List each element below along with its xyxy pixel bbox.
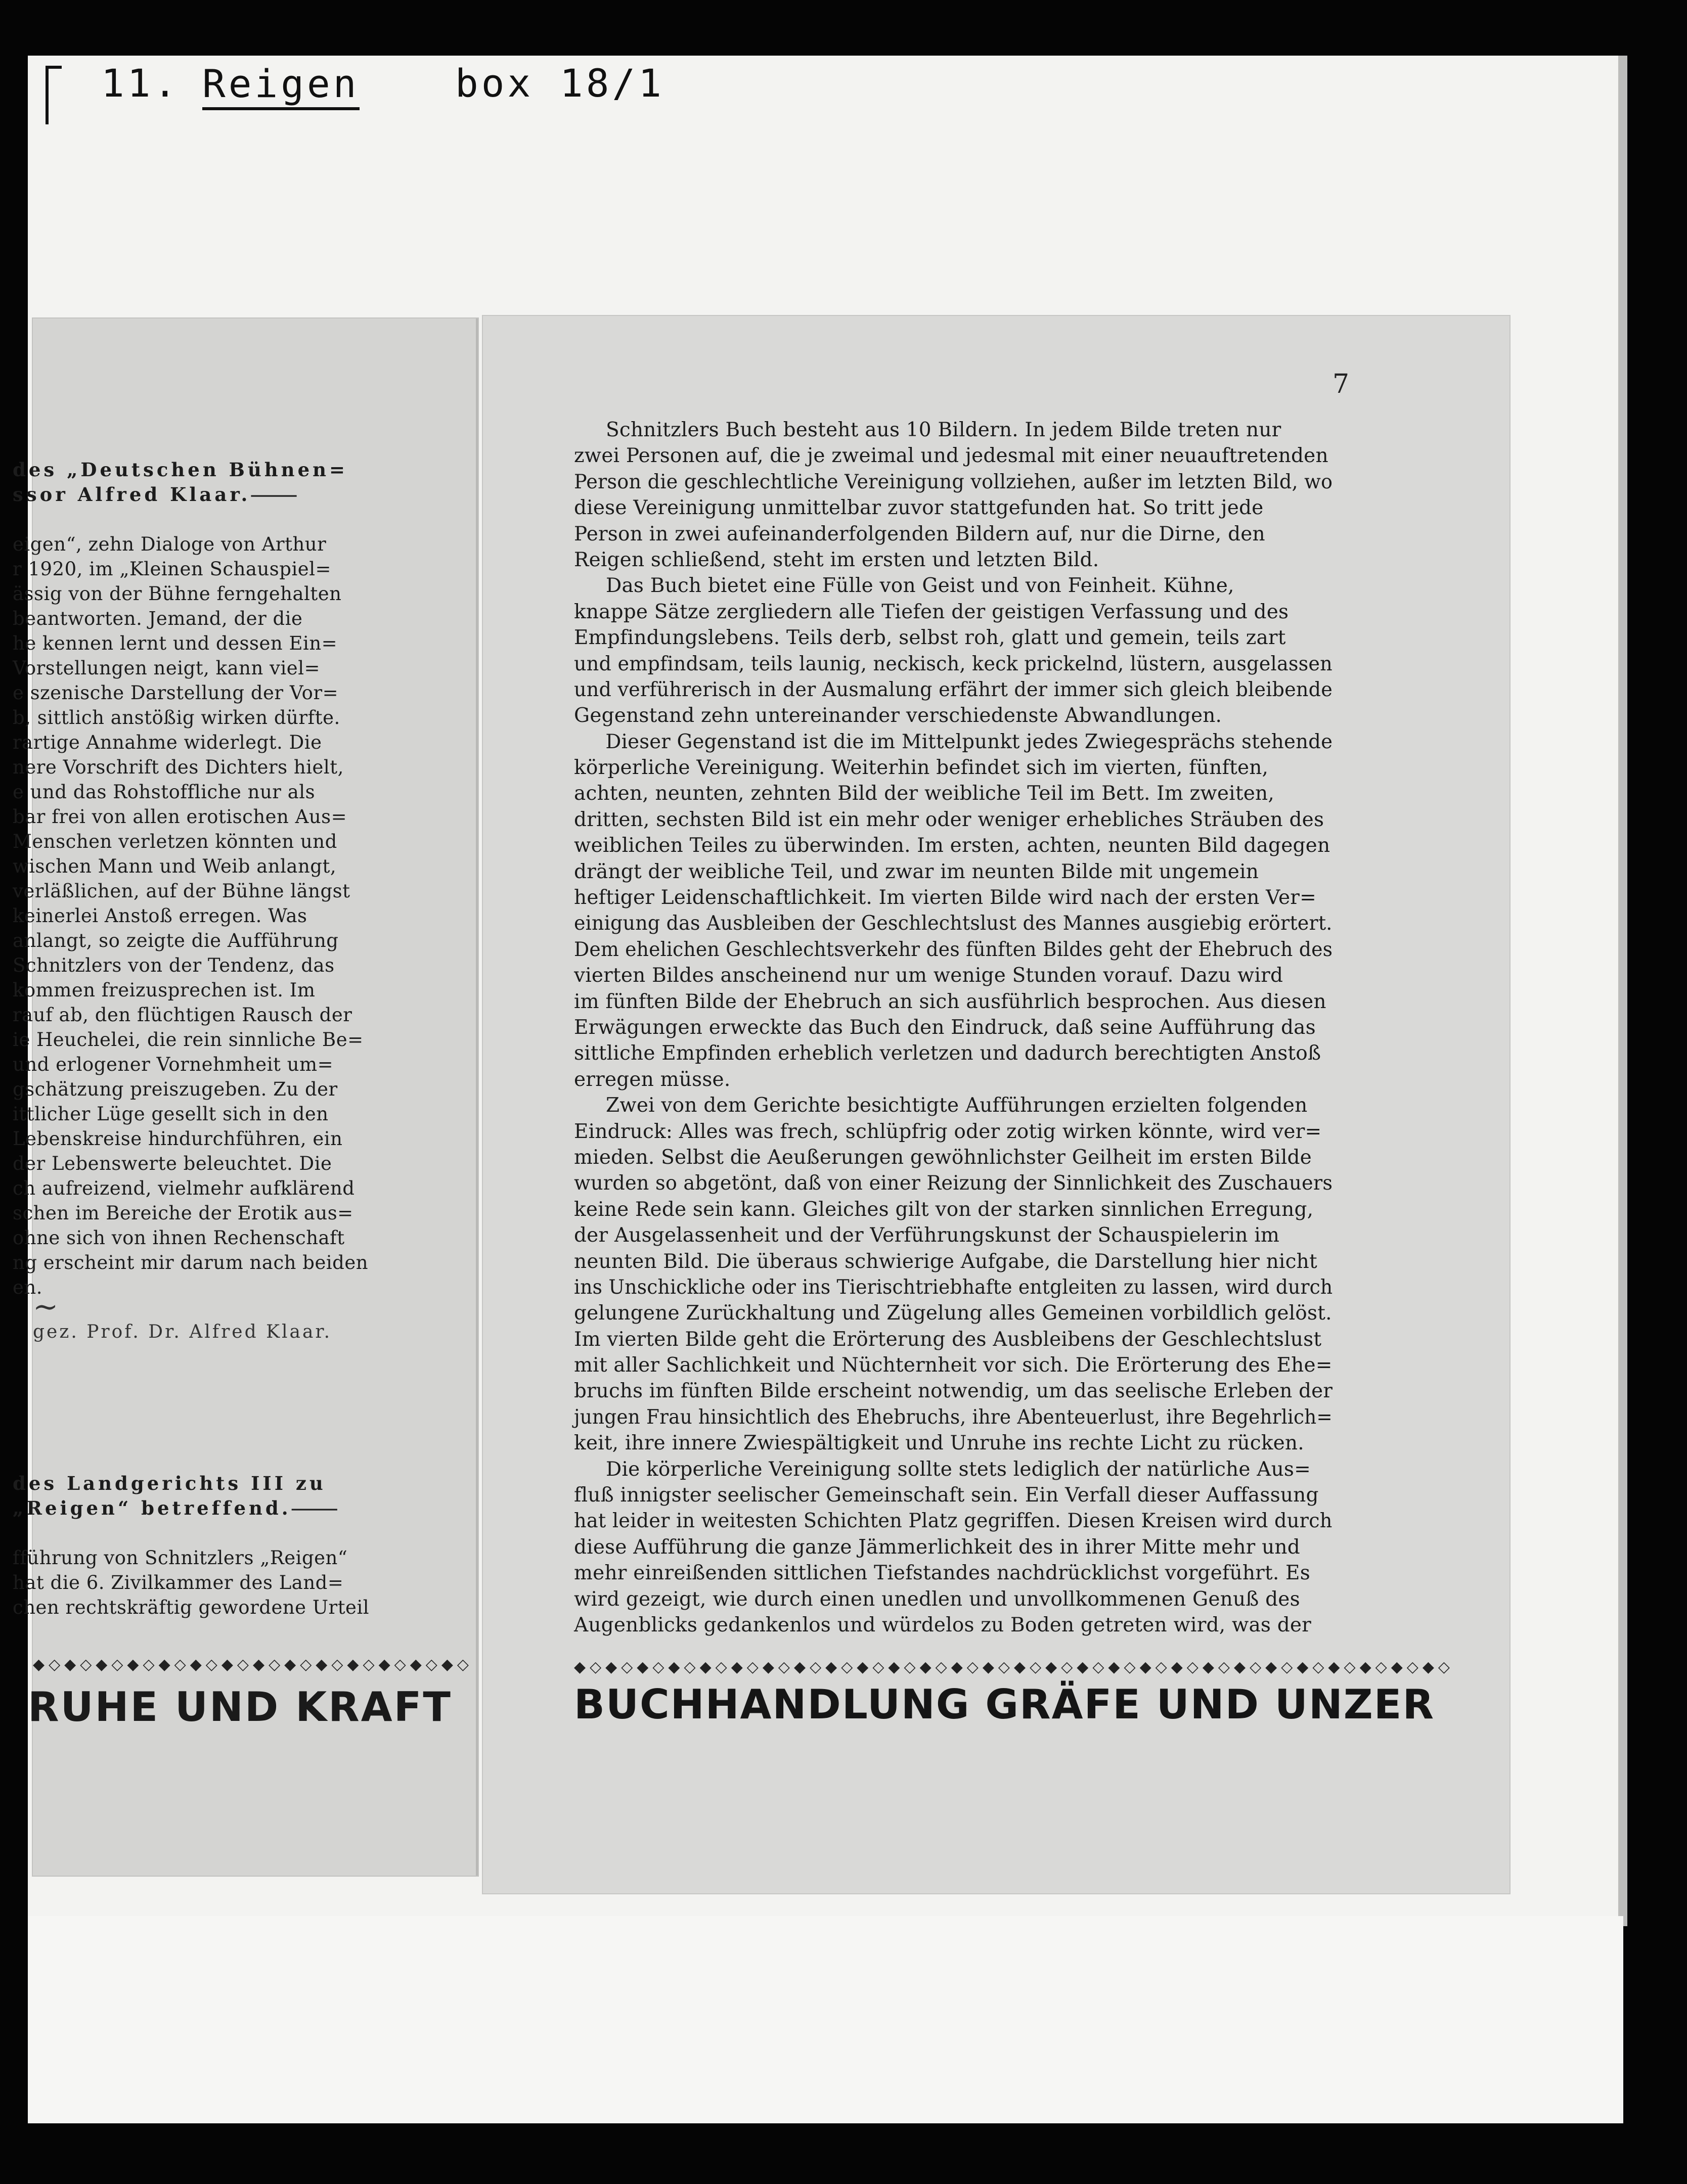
article-line: ins Unschickliche oder ins Tierischtriebhafte entgleiten zu lassen, wird durch [574, 1276, 1333, 1299]
article-line: achten, neunten, zehnten Bild der weibliche Teil im Bett. Im zweiten, [574, 782, 1274, 805]
left-text-line: kommen freizusprechen ist. Im [13, 979, 316, 1001]
left-text-line: ie Heuchelei, die rein sinnliche Be= [13, 1029, 364, 1051]
left-text-line: Vorstellungen neigt, kann viel= [13, 657, 321, 679]
left-text-line: Menschen verletzen könnten und [13, 831, 337, 852]
left-text-line: e szenische Darstellung der Vor= [13, 682, 339, 704]
column-rule [476, 318, 478, 1876]
article-line: Augenblicks gedankenlos und würdelos zu Boden getreten wird, was der [574, 1613, 1312, 1636]
article-line: Die körperliche Vereinigung sollte stets lediglich der natürliche Aus= [574, 1458, 1311, 1481]
left-ornament-border: ◆◇◆◇◆◇◆◇◆◇◆◇◆◇◆◇◆◇◆◇◆◇◆◇◆◇◆◇ [33, 1656, 473, 1673]
article-line: sittliche Empfinden erheblich verletzen und dadurch berechtigten Anstoß [574, 1042, 1321, 1065]
article-line: zwei Personen auf, die je zweimal und jedesmal mit einer neuauftretenden [574, 444, 1328, 468]
left-text-line: r 1920, im „Kleinen Schauspiel= [13, 558, 332, 580]
left-text-line: ch aufreizend, vielmehr aufklärend [13, 1177, 355, 1199]
article-line: mieden. Selbst die Aeußerungen gewöhnlichster Geilheit im ersten Bilde [574, 1146, 1312, 1169]
article-line: Empfindungslebens. Teils derb, selbst roh, glatt und gemein, teils zart [574, 626, 1286, 650]
left-text-line: und erlogener Vornehmheit um= [13, 1054, 334, 1075]
left-text-line: ohne sich von ihnen Rechenschaft [13, 1227, 345, 1249]
left-text-line: hat die 6. Zivilkammer des Land= [13, 1572, 344, 1594]
left-signature: gez. Prof. Dr. Alfred Klaar. [33, 1322, 332, 1342]
left-text-line: Lebenskreise hindurchführen, ein [13, 1128, 343, 1150]
article-line: neunten Bild. Die überaus schwierige Aufgabe, die Darstellung hier nicht [574, 1250, 1317, 1273]
left-text-line: „Reigen“ betreffend.⸻ [13, 1497, 341, 1519]
lower-margin [28, 1916, 1623, 2123]
left-text-line: nere Vorschrift des Dichters hielt, [13, 756, 344, 778]
article-line: Dem ehelichen Geschlechtsverkehr des fünften Bildes geht der Ehebruch des [574, 938, 1333, 961]
folder-number: 11. [101, 61, 180, 106]
left-text-line: anlangt, so zeigte die Aufführung [13, 930, 339, 951]
article-line: jungen Frau hinsichtlich des Ehebruchs, ihre Abenteuerlust, ihre Begehrlich= [574, 1405, 1333, 1429]
article-line: im fünften Bilde der Ehebruch an sich ausführlich besprochen. Aus diesen [574, 990, 1326, 1013]
left-text-line: fführung von Schnitzlers „Reigen“ [13, 1547, 348, 1569]
article-line: der Ausgelassenheit und der Verführungskunst der Schauspielerin im [574, 1224, 1280, 1247]
article-line: keit, ihre innere Zwiespältigkeit und Unruhe ins rechte Licht zu rücken. [574, 1432, 1304, 1455]
article-line: Im vierten Bilde geht die Erörterung des Ausbleibens der Geschlechtslust [574, 1328, 1322, 1351]
article-line: wurden so abgetönt, daß von einer Reizung der Sinnlichkeit des Zuschauers [574, 1172, 1333, 1195]
left-text-line: he kennen lernt und dessen Ein= [13, 632, 338, 654]
article-line: Erwägungen erweckte das Buch den Eindruck, daß seine Aufführung das [574, 1016, 1316, 1039]
left-text-line: eigen“, zehn Dialoge von Arthur [13, 533, 327, 555]
article-line: diese Aufführung die ganze Jämmerlichkeit des in ihrer Mitte mehr und [574, 1535, 1300, 1559]
left-text-line: keinerlei Anstoß erregen. Was [13, 905, 307, 927]
sheet-edge [1618, 56, 1627, 1926]
article-line: erregen müsse. [574, 1068, 731, 1091]
corner-mark [46, 66, 62, 124]
article-line: Reigen schließend, steht im ersten und letzten Bild. [574, 548, 1099, 571]
article-line: Person die geschlechtliche Vereinigung vollziehen, außer im letzten Bild, wo [574, 470, 1333, 493]
article-line: und verführerisch in der Ausmalung erfährt der immer sich gleich bleibende [574, 678, 1333, 701]
left-text-line: des Landgerichts III zu [13, 1472, 326, 1494]
left-text-line: beantworten. Jemand, der die [13, 608, 303, 629]
article-line: Gegenstand zehn untereinander verschiedenste Abwandlungen. [574, 704, 1222, 727]
article-line: körperliche Vereinigung. Weiterhin befindet sich im vierten, fünften, [574, 756, 1269, 780]
right-clipping [483, 316, 1510, 1893]
left-text-line: e und das Rohstoffliche nur als [13, 781, 316, 803]
page-number: 7 [1333, 369, 1350, 399]
article-line: heftiger Leidenschaftlichkeit. Im vierten Bilde wird nach der ersten Ver= [574, 886, 1316, 909]
article-line: wird gezeigt, wie durch einen unedlen und unvollkommenen Genuß des [574, 1587, 1300, 1611]
left-text-line: Schnitzlers von der Tendenz, das [13, 954, 335, 976]
left-text-line: der Lebenswerte beleuchtet. Die [13, 1153, 332, 1174]
article-line: Das Buch bietet eine Fülle von Geist und von Feinheit. Kühne, [574, 574, 1234, 598]
left-text-line: des „Deutschen Bühnen= [13, 459, 348, 481]
left-text-line: schen im Bereiche der Erotik aus= [13, 1202, 353, 1224]
left-clipping [13, 318, 478, 1876]
left-bookshop-banner: RUHE UND KRAFT [28, 1684, 452, 1731]
left-text-line: wischen Mann und Weib anlangt, [13, 855, 337, 877]
left-text-line: ssor Alfred Klaar.⸻ [13, 483, 300, 506]
left-text-line: b, sittlich anstößig wirken dürfte. [13, 707, 340, 729]
left-text-line: chen rechtskräftig gewordene Urteil [13, 1597, 370, 1618]
box-label: box 18/1 [455, 61, 665, 106]
signature-flourish: ∼ [33, 1289, 59, 1325]
article-line: drängt der weibliche Teil, und zwar im neunten Bilde mit ungemein [574, 860, 1259, 883]
article-line: bruchs im fünften Bilde erscheint notwendig, um das seelische Erleben der [574, 1380, 1333, 1403]
article-line: weiblichen Teiles zu überwinden. Im ersten, achten, neunten Bild dagegen [574, 834, 1330, 857]
article-line: gelungene Zurückhaltung und Zügelung alles Gemeinen vorbildlich gelöst. [574, 1302, 1332, 1325]
article-line: mehr einreißenden sittlichen Tiefstandes nachdrücklichst vorgeführt. Es [574, 1562, 1310, 1585]
article-line: fluß innigster seelischer Gemeinschaft sein. Ein Verfall dieser Auffassung [574, 1484, 1319, 1507]
article-line: knappe Sätze zergliedern alle Tiefen der geistigen Verfassung und des [574, 600, 1289, 623]
left-text-line: rauf ab, den flüchtigen Rausch der [13, 1004, 352, 1026]
article-line: Dieser Gegenstand ist die im Mittelpunkt jedes Zwiegesprächs stehende [574, 730, 1333, 753]
article-body [574, 417, 1333, 1638]
article-line: Schnitzlers Buch besteht aus 10 Bildern. In jedem Bilde treten nur [574, 419, 1281, 441]
article-line: Person in zwei aufeinanderfolgenden Bildern auf, nur die Dirne, den [574, 522, 1265, 545]
left-text-line: verläßlichen, auf der Bühne längst [13, 880, 350, 902]
article-line: keine Rede sein kann. Gleiches gilt von der starken sinnlichen Erregung, [574, 1198, 1314, 1221]
article-line: Zwei von dem Gerichte besichtigte Aufführungen erzielten folgenden [574, 1094, 1308, 1117]
article-line: vierten Bildes anscheinend nur um wenige Stunden vorauf. Dazu wird [574, 964, 1283, 987]
ornament-border: ◆◇◆◇◆◇◆◇◆◇◆◇◆◇◆◇◆◇◆◇◆◇◆◇◆◇◆◇◆◇◆◇◆◇◆◇◆◇◆◇◆◇◆◇◆◇◆◇◆◇◆◇◆◇◆◇ [574, 1658, 1454, 1676]
left-text-line: bar frei von allen erotischen Aus= [13, 806, 347, 828]
article-line: mit aller Sachlichkeit und Nüchternheit vor sich. Die Erörterung des Ehe= [574, 1354, 1333, 1377]
left-text-line: rartige Annahme widerlegt. Die [13, 732, 322, 753]
folder-title: Reigen [202, 61, 360, 110]
bookshop-banner: BUCHHANDLUNG GRÄFE UND UNZER [574, 1681, 1435, 1728]
left-text-line: en. [13, 1277, 42, 1298]
left-text-line: ässig von der Bühne ferngehalten [13, 583, 342, 605]
article-line: dritten, sechsten Bild ist ein mehr oder weniger erhebliches Sträuben des [574, 808, 1324, 831]
left-text-line: ng erscheint mir darum nach beiden [13, 1252, 369, 1273]
article-line: hat leider in weitesten Schichten Platz gegriffen. Diesen Kreisen wird durch [574, 1510, 1333, 1533]
left-text-line: ittlicher Lüge gesellt sich in den [13, 1103, 329, 1125]
article-line: diese Vereinigung unmittelbar zuvor stattgefunden hat. So tritt jede [574, 496, 1264, 520]
left-text-line: gschätzung preiszugeben. Zu der [13, 1078, 338, 1100]
article-line: einigung das Ausbleiben der Geschlechtslust des Mannes ausgiebig erörtert. [574, 912, 1333, 935]
article-line: und empfindsam, teils launig, neckisch, keck prickelnd, lüstern, ausgelassen [574, 652, 1333, 675]
article-line: Eindruck: Alles was frech, schlüpfrig oder zotig wirken könnte, wird ver= [574, 1120, 1322, 1143]
